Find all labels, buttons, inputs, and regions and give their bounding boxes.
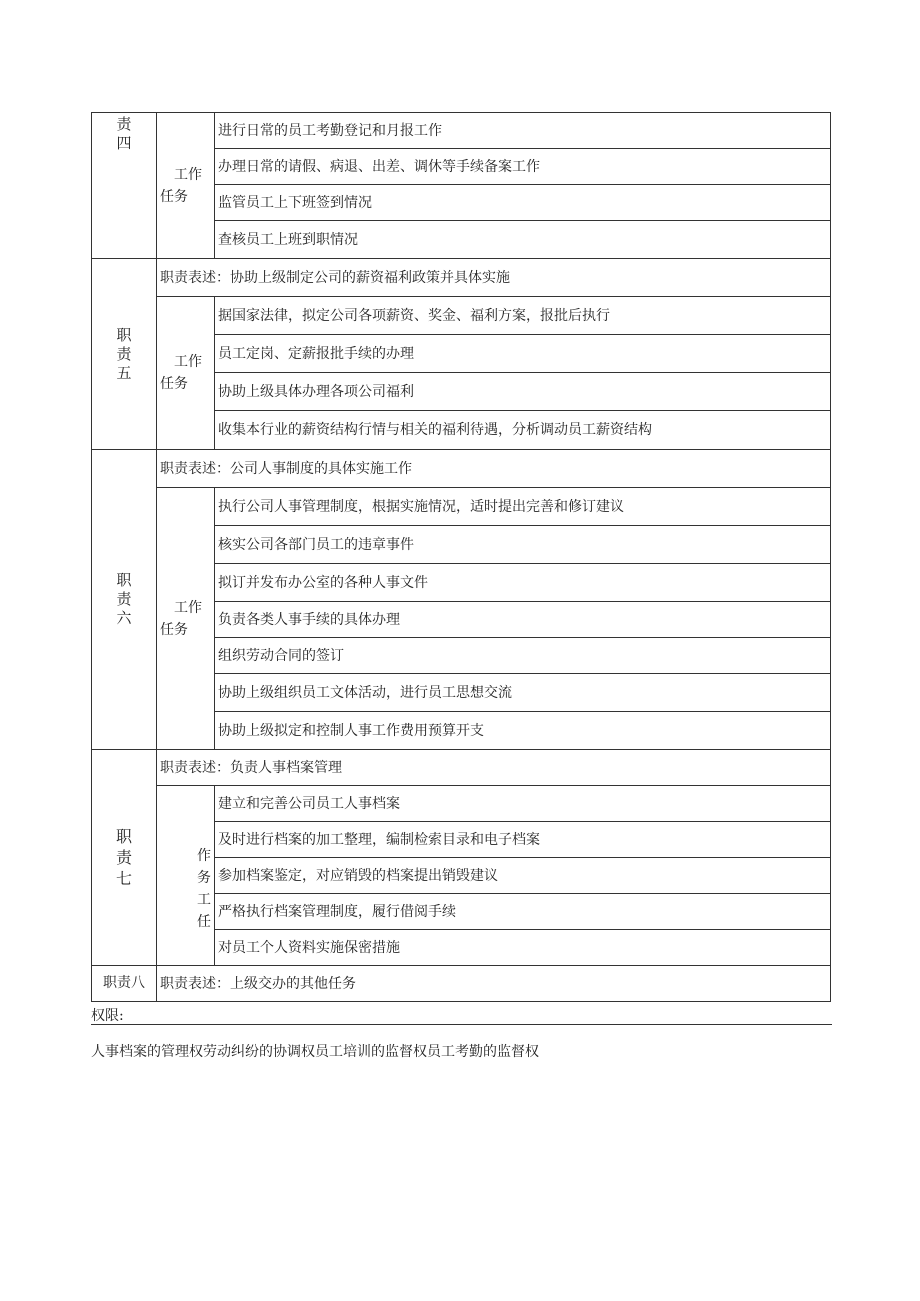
duty5-task: 据国家法律，拟定公司各项薪资、奖金、福利方案，报批后执行 xyxy=(215,297,831,335)
duty6-task: 协助上级组织员工文体活动，进行员工思想交流 xyxy=(215,674,831,712)
duty7-task: 严格执行档案管理制度，履行借阅手续 xyxy=(215,894,831,930)
duty7-task: 建立和完善公司员工人事档案 xyxy=(215,786,831,822)
duty6-label: 职 责 六 xyxy=(92,450,157,750)
duty6-task: 执行公司人事管理制度，根据实施情况，适时提出完善和修订建议 xyxy=(215,488,831,526)
duty7-task: 参加档案鉴定，对应销毁的档案提出销毁建议 xyxy=(215,858,831,894)
duty8-statement: 职责表述：上级交办的其他任务 xyxy=(157,966,831,1002)
duty-table-container xyxy=(91,112,830,1002)
duty7-label: 职 责 七 xyxy=(92,750,157,966)
duty4-task: 进行日常的员工考勤登记和月报工作 xyxy=(215,113,831,149)
duty7-statement: 职责表述：负责人事档案管理 xyxy=(157,750,831,786)
duty6-task: 核实公司各部门员工的违章事件 xyxy=(215,526,831,564)
authority-heading: 权限: xyxy=(91,1008,124,1024)
duty-table xyxy=(91,112,831,1002)
duty4-task: 查核员工上班到职情况 xyxy=(215,221,831,259)
authority-text: 人事档案的管理权劳动纠纷的协调权员工培训的监督权员工考勤的监督权 xyxy=(91,1044,539,1060)
duty6-statement: 职责表述：公司人事制度的具体实施工作 xyxy=(157,450,831,488)
duty4-label: 责 四 xyxy=(92,113,157,259)
duty5-task: 员工定岗、定薪报批手续的办理 xyxy=(215,335,831,373)
duty5-task-label: 工作 任务 xyxy=(157,297,215,450)
duty7-task: 对员工个人资料实施保密措施 xyxy=(215,930,831,966)
duty6-task: 组织劳动合同的签订 xyxy=(215,638,831,674)
duty5-task: 收集本行业的薪资结构行情与相关的福利待遇，分析调动员工薪资结构 xyxy=(215,411,831,450)
duty5-statement: 职责表述：协助上级制定公司的薪资福利政策并具体实施 xyxy=(157,259,831,297)
duty6-task: 协助上级拟定和控制人事工作费用预算开支 xyxy=(215,712,831,750)
duty5-label: 职 责 五 xyxy=(92,259,157,450)
duty6-task: 拟订并发布办公室的各种人事文件 xyxy=(215,564,831,602)
duty8-label: 职责八 xyxy=(92,966,157,1002)
duty5-task: 协助上级具体办理各项公司福利 xyxy=(215,373,831,411)
duty4-task: 监管员工上下班签到情况 xyxy=(215,185,831,221)
duty7-task: 及时进行档案的加工整理，编制检索目录和电子档案 xyxy=(215,822,831,858)
duty7-task-label: 作 务 工 任 xyxy=(157,786,215,966)
duty6-task: 负责各类人事手续的具体办理 xyxy=(215,602,831,638)
divider xyxy=(91,1024,832,1025)
duty4-task-label: 工作 任务 xyxy=(157,113,215,259)
duty6-task-label: 工作 任务 xyxy=(157,488,215,750)
duty4-task: 办理日常的请假、病退、出差、调休等手续备案工作 xyxy=(215,149,831,185)
